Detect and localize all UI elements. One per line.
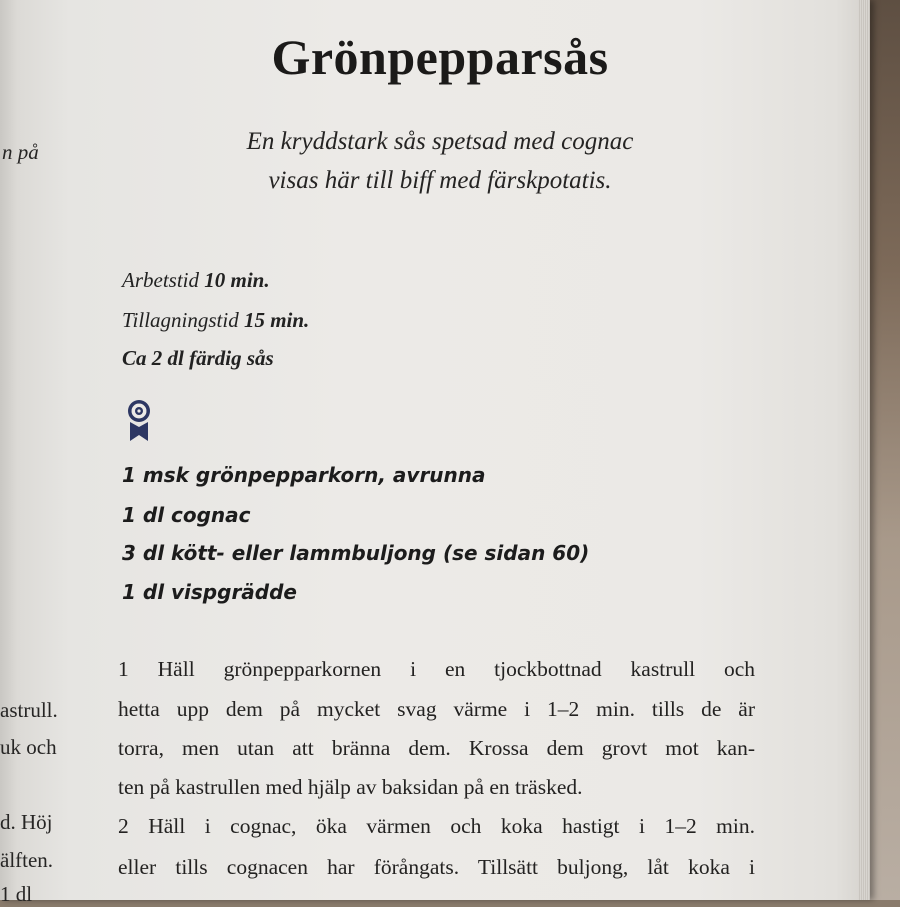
left-page-fragment: uk och	[0, 735, 57, 759]
ingredient-item: 1 dl cognac	[122, 503, 251, 527]
left-page-fragment: älften.	[0, 848, 54, 872]
method-text-line: 2 Häll i cognac, öka värmen och koka hastigt i 1–2 min.	[118, 814, 755, 838]
method-text-line: eller tills cognacen har förångats. Tillsätt buljong, låt koka i	[118, 855, 755, 879]
method-text-line: ten på kastrullen med hjälp av baksidan på en träsked.	[118, 775, 583, 799]
method-text-line: 1 Häll grönpepparkornen i en tjockbottnad kastrull och	[118, 657, 755, 681]
recipe-subtitle-line: visas här till biff med färskpotatis.	[268, 167, 612, 194]
page-edge	[858, 0, 870, 900]
ingredient-item: 3 dl kött- eller lammbuljong (se sidan 60)	[122, 541, 590, 565]
recipe-title: Grönpepparsås	[271, 29, 609, 85]
work-time-value: 10 min.	[204, 268, 270, 292]
ingredient-item: 1 msk grönpepparkorn, avrunna	[122, 463, 486, 487]
work-time-label: Arbetstid	[122, 268, 199, 292]
work-time	[122, 268, 270, 293]
cook-time-value: 15 min.	[243, 308, 310, 332]
recipe-subtitle-line: En kryddstark sås spetsad med cognac	[246, 128, 634, 155]
rosette-icon	[124, 394, 154, 444]
ingredient-item: 1 dl vispgrädde	[122, 580, 297, 604]
left-page-fragment: astrull.	[0, 698, 58, 722]
recipe-yield: Ca 2 dl färdig sås	[122, 346, 274, 370]
cook-time-label: Tillagningstid	[122, 308, 239, 332]
left-page-fragment: n på	[2, 140, 39, 164]
method-text-line: torra, men utan att bränna dem. Krossa dem grovt mot kan-	[118, 736, 755, 760]
left-page-fragment: 1 dl	[0, 882, 33, 906]
left-page-fragment: d. Höj	[0, 810, 53, 834]
method-text-line: hetta upp dem på mycket svag värme i 1–2 min. tills de är	[118, 697, 755, 721]
cook-time	[122, 308, 309, 333]
